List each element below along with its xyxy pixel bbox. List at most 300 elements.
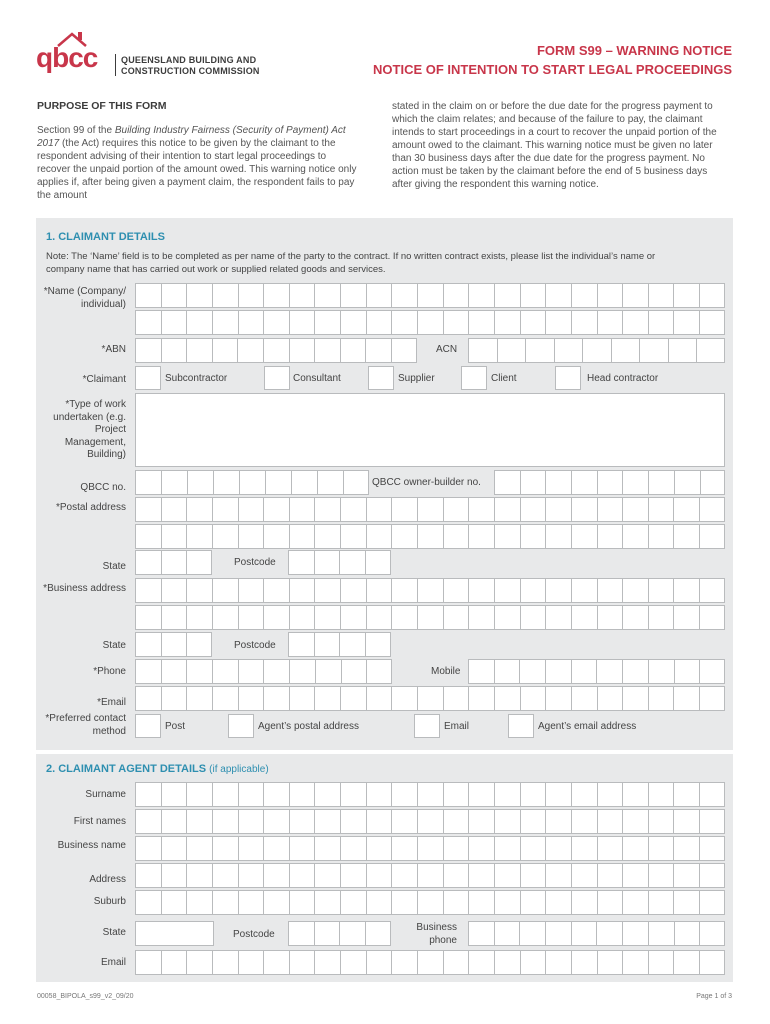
char-cell[interactable]: [238, 836, 264, 861]
char-cell[interactable]: [391, 863, 417, 888]
char-cell[interactable]: [417, 950, 443, 975]
char-cell[interactable]: [622, 497, 648, 522]
char-cell[interactable]: [314, 863, 340, 888]
char-cell[interactable]: [417, 310, 443, 335]
char-cell[interactable]: [317, 470, 343, 495]
char-cell[interactable]: [135, 863, 161, 888]
char-cell[interactable]: [520, 605, 546, 630]
char-cell[interactable]: [443, 497, 469, 522]
char-cell[interactable]: [238, 578, 264, 603]
char-cell[interactable]: [340, 950, 366, 975]
char-cell[interactable]: [545, 524, 571, 549]
char-cell[interactable]: [314, 550, 340, 575]
char-cell[interactable]: [699, 782, 725, 807]
char-cell[interactable]: [699, 863, 725, 888]
char-cell[interactable]: [468, 524, 494, 549]
char-cell[interactable]: [597, 950, 623, 975]
char-cell[interactable]: [545, 605, 571, 630]
char-cell[interactable]: [443, 283, 469, 308]
char-cell[interactable]: [545, 283, 571, 308]
char-cell[interactable]: [520, 863, 546, 888]
char-cell[interactable]: [597, 524, 623, 549]
char-cell[interactable]: [699, 686, 725, 711]
char-cell[interactable]: [494, 659, 520, 684]
char-cell[interactable]: [289, 863, 315, 888]
char-cell[interactable]: [340, 686, 366, 711]
char-cell[interactable]: [135, 809, 161, 834]
char-cell[interactable]: [161, 782, 187, 807]
char-cell[interactable]: [212, 283, 238, 308]
char-cell[interactable]: [263, 890, 289, 915]
char-cell[interactable]: [238, 659, 264, 684]
char-cell[interactable]: [622, 524, 648, 549]
char-cell[interactable]: [622, 863, 648, 888]
char-cell[interactable]: [263, 524, 289, 549]
char-cell[interactable]: [417, 890, 443, 915]
char-cell[interactable]: [648, 890, 674, 915]
char-cell[interactable]: [494, 310, 520, 335]
char-cell[interactable]: [288, 632, 314, 657]
char-cell[interactable]: [494, 836, 520, 861]
client-checkbox[interactable]: [461, 366, 487, 390]
char-cell[interactable]: [674, 659, 700, 684]
char-cell[interactable]: [468, 782, 494, 807]
char-cell[interactable]: [468, 686, 494, 711]
char-cell[interactable]: [571, 809, 597, 834]
char-cell[interactable]: [135, 686, 161, 711]
char-cell[interactable]: [135, 310, 161, 335]
char-cell[interactable]: [238, 950, 264, 975]
char-cell[interactable]: [315, 659, 341, 684]
char-cell[interactable]: [289, 497, 315, 522]
char-cell[interactable]: [545, 659, 571, 684]
owner-builder-field[interactable]: [494, 470, 725, 495]
char-cell[interactable]: [622, 578, 648, 603]
char-cell[interactable]: [674, 470, 700, 495]
char-cell[interactable]: [417, 686, 443, 711]
char-cell[interactable]: [161, 809, 187, 834]
char-cell[interactable]: [161, 836, 187, 861]
char-cell[interactable]: [468, 809, 494, 834]
char-cell[interactable]: [648, 578, 674, 603]
char-cell[interactable]: [545, 921, 571, 946]
char-cell[interactable]: [186, 550, 212, 575]
agent-business-phone-field[interactable]: [468, 921, 725, 946]
char-cell[interactable]: [648, 524, 674, 549]
char-cell[interactable]: [289, 890, 315, 915]
char-cell[interactable]: [186, 632, 212, 657]
char-cell[interactable]: [263, 782, 289, 807]
char-cell[interactable]: [699, 921, 725, 946]
char-cell[interactable]: [391, 836, 417, 861]
char-cell[interactable]: [340, 809, 366, 834]
postal-address-row1[interactable]: [135, 497, 725, 522]
char-cell[interactable]: [443, 950, 469, 975]
char-cell[interactable]: [263, 497, 289, 522]
char-cell[interactable]: [340, 605, 366, 630]
char-cell[interactable]: [622, 605, 648, 630]
char-cell[interactable]: [212, 836, 238, 861]
char-cell[interactable]: [443, 524, 469, 549]
char-cell[interactable]: [545, 310, 571, 335]
char-cell[interactable]: [212, 686, 238, 711]
abn-field[interactable]: [135, 338, 417, 363]
char-cell[interactable]: [571, 524, 597, 549]
char-cell[interactable]: [622, 950, 648, 975]
subcontractor-checkbox[interactable]: [135, 366, 161, 390]
char-cell[interactable]: [648, 283, 674, 308]
char-cell[interactable]: [554, 338, 583, 363]
char-cell[interactable]: [212, 782, 238, 807]
char-cell[interactable]: [263, 809, 289, 834]
char-cell[interactable]: [289, 659, 315, 684]
char-cell[interactable]: [571, 890, 597, 915]
char-cell[interactable]: [571, 686, 597, 711]
char-cell[interactable]: [135, 550, 161, 575]
char-cell[interactable]: [597, 890, 623, 915]
char-cell[interactable]: [700, 470, 726, 495]
char-cell[interactable]: [161, 950, 187, 975]
supplier-checkbox[interactable]: [368, 366, 394, 390]
char-cell[interactable]: [545, 950, 571, 975]
char-cell[interactable]: [494, 950, 520, 975]
char-cell[interactable]: [545, 890, 571, 915]
char-cell[interactable]: [237, 338, 263, 363]
agent-surname-field[interactable]: [135, 782, 725, 807]
char-cell[interactable]: [135, 890, 161, 915]
char-cell[interactable]: [186, 578, 212, 603]
char-cell[interactable]: [135, 836, 161, 861]
char-cell[interactable]: [611, 338, 640, 363]
char-cell[interactable]: [597, 836, 623, 861]
char-cell[interactable]: [443, 310, 469, 335]
char-cell[interactable]: [366, 310, 392, 335]
char-cell[interactable]: [571, 578, 597, 603]
char-cell[interactable]: [443, 578, 469, 603]
char-cell[interactable]: [288, 921, 314, 946]
char-cell[interactable]: [468, 338, 497, 363]
char-cell[interactable]: [443, 836, 469, 861]
postal-postcode-field[interactable]: [288, 550, 391, 575]
char-cell[interactable]: [597, 497, 623, 522]
char-cell[interactable]: [161, 338, 187, 363]
char-cell[interactable]: [135, 605, 161, 630]
char-cell[interactable]: [699, 283, 725, 308]
char-cell[interactable]: [648, 605, 674, 630]
char-cell[interactable]: [186, 890, 212, 915]
char-cell[interactable]: [622, 283, 648, 308]
char-cell[interactable]: [366, 497, 392, 522]
char-cell[interactable]: [391, 605, 417, 630]
head-contractor-checkbox[interactable]: [555, 366, 581, 390]
char-cell[interactable]: [699, 578, 725, 603]
char-cell[interactable]: [648, 659, 674, 684]
char-cell[interactable]: [494, 605, 520, 630]
char-cell[interactable]: [212, 338, 238, 363]
char-cell[interactable]: [212, 950, 238, 975]
char-cell[interactable]: [571, 659, 597, 684]
char-cell[interactable]: [289, 578, 315, 603]
char-cell[interactable]: [571, 283, 597, 308]
char-cell[interactable]: [417, 809, 443, 834]
business-postcode-field[interactable]: [288, 632, 391, 657]
char-cell[interactable]: [314, 632, 340, 657]
char-cell[interactable]: [238, 809, 264, 834]
agent-first-names-field[interactable]: [135, 809, 725, 834]
char-cell[interactable]: [520, 310, 546, 335]
char-cell[interactable]: [391, 890, 417, 915]
char-cell[interactable]: [339, 632, 365, 657]
char-cell[interactable]: [186, 605, 212, 630]
char-cell[interactable]: [212, 524, 238, 549]
char-cell[interactable]: [468, 310, 494, 335]
char-cell[interactable]: [135, 338, 161, 363]
char-cell[interactable]: [622, 659, 648, 684]
char-cell[interactable]: [366, 524, 392, 549]
char-cell[interactable]: [314, 782, 340, 807]
phone-field[interactable]: [135, 659, 392, 684]
char-cell[interactable]: [238, 283, 264, 308]
char-cell[interactable]: [186, 338, 212, 363]
char-cell[interactable]: [339, 921, 365, 946]
char-cell[interactable]: [545, 863, 571, 888]
char-cell[interactable]: [571, 497, 597, 522]
agent-postcode-field[interactable]: [288, 921, 391, 946]
char-cell[interactable]: [366, 659, 392, 684]
char-cell[interactable]: [340, 524, 366, 549]
mobile-field[interactable]: [468, 659, 725, 684]
char-cell[interactable]: [340, 497, 366, 522]
char-cell[interactable]: [263, 605, 289, 630]
char-cell[interactable]: [366, 605, 392, 630]
char-cell[interactable]: [288, 550, 314, 575]
char-cell[interactable]: [161, 524, 187, 549]
char-cell[interactable]: [597, 578, 623, 603]
char-cell[interactable]: [597, 863, 623, 888]
char-cell[interactable]: [494, 809, 520, 834]
char-cell[interactable]: [263, 686, 289, 711]
char-cell[interactable]: [673, 605, 699, 630]
char-cell[interactable]: [135, 524, 161, 549]
char-cell[interactable]: [571, 310, 597, 335]
char-cell[interactable]: [699, 310, 725, 335]
char-cell[interactable]: [314, 605, 340, 630]
char-cell[interactable]: [366, 686, 392, 711]
consultant-checkbox[interactable]: [264, 366, 290, 390]
char-cell[interactable]: [648, 782, 674, 807]
char-cell[interactable]: [494, 283, 520, 308]
char-cell[interactable]: [161, 470, 187, 495]
char-cell[interactable]: [468, 497, 494, 522]
char-cell[interactable]: [417, 497, 443, 522]
char-cell[interactable]: [366, 578, 392, 603]
char-cell[interactable]: [314, 578, 340, 603]
char-cell[interactable]: [673, 524, 699, 549]
char-cell[interactable]: [238, 310, 264, 335]
char-cell[interactable]: [571, 605, 597, 630]
email-field[interactable]: [135, 686, 725, 711]
char-cell[interactable]: [468, 605, 494, 630]
char-cell[interactable]: [289, 605, 315, 630]
char-cell[interactable]: [597, 782, 623, 807]
char-cell[interactable]: [520, 890, 546, 915]
char-cell[interactable]: [673, 310, 699, 335]
char-cell[interactable]: [520, 470, 546, 495]
char-cell[interactable]: [674, 921, 700, 946]
char-cell[interactable]: [443, 605, 469, 630]
char-cell[interactable]: [289, 338, 315, 363]
char-cell[interactable]: [699, 836, 725, 861]
char-cell[interactable]: [443, 809, 469, 834]
char-cell[interactable]: [186, 782, 212, 807]
char-cell[interactable]: [468, 890, 494, 915]
char-cell[interactable]: [391, 283, 417, 308]
char-cell[interactable]: [340, 310, 366, 335]
char-cell[interactable]: [520, 524, 546, 549]
char-cell[interactable]: [571, 836, 597, 861]
char-cell[interactable]: [340, 836, 366, 861]
char-cell[interactable]: [673, 809, 699, 834]
char-cell[interactable]: [238, 782, 264, 807]
char-cell[interactable]: [417, 578, 443, 603]
char-cell[interactable]: [186, 659, 212, 684]
char-cell[interactable]: [668, 338, 697, 363]
char-cell[interactable]: [135, 283, 161, 308]
char-cell[interactable]: [289, 686, 315, 711]
char-cell[interactable]: [263, 659, 289, 684]
char-cell[interactable]: [622, 686, 648, 711]
char-cell[interactable]: [212, 659, 238, 684]
char-cell[interactable]: [520, 782, 546, 807]
char-cell[interactable]: [639, 338, 668, 363]
char-cell[interactable]: [443, 782, 469, 807]
char-cell[interactable]: [314, 310, 340, 335]
agent-email-checkbox[interactable]: [508, 714, 534, 738]
char-cell[interactable]: [238, 524, 264, 549]
char-cell[interactable]: [673, 950, 699, 975]
char-cell[interactable]: [391, 950, 417, 975]
acn-field[interactable]: [468, 338, 725, 363]
char-cell[interactable]: [186, 950, 212, 975]
char-cell[interactable]: [673, 686, 699, 711]
char-cell[interactable]: [520, 836, 546, 861]
name-field-row2[interactable]: [135, 310, 725, 335]
char-cell[interactable]: [545, 497, 571, 522]
char-cell[interactable]: [648, 836, 674, 861]
char-cell[interactable]: [135, 782, 161, 807]
char-cell[interactable]: [673, 836, 699, 861]
business-address-row1[interactable]: [135, 578, 725, 603]
char-cell[interactable]: [391, 338, 417, 363]
char-cell[interactable]: [597, 605, 623, 630]
char-cell[interactable]: [186, 283, 212, 308]
char-cell[interactable]: [263, 578, 289, 603]
business-address-row2[interactable]: [135, 605, 725, 630]
char-cell[interactable]: [494, 863, 520, 888]
char-cell[interactable]: [673, 283, 699, 308]
char-cell[interactable]: [622, 921, 648, 946]
char-cell[interactable]: [366, 890, 392, 915]
char-cell[interactable]: [545, 809, 571, 834]
char-cell[interactable]: [186, 524, 212, 549]
char-cell[interactable]: [622, 836, 648, 861]
char-cell[interactable]: [161, 890, 187, 915]
char-cell[interactable]: [648, 470, 674, 495]
char-cell[interactable]: [417, 836, 443, 861]
char-cell[interactable]: [519, 921, 545, 946]
char-cell[interactable]: [265, 470, 291, 495]
char-cell[interactable]: [596, 921, 622, 946]
char-cell[interactable]: [468, 659, 494, 684]
char-cell[interactable]: [135, 950, 161, 975]
char-cell[interactable]: [673, 890, 699, 915]
char-cell[interactable]: [212, 863, 238, 888]
char-cell[interactable]: [699, 497, 725, 522]
char-cell[interactable]: [545, 686, 571, 711]
char-cell[interactable]: [263, 310, 289, 335]
char-cell[interactable]: [597, 686, 623, 711]
char-cell[interactable]: [545, 470, 571, 495]
char-cell[interactable]: [497, 338, 526, 363]
agent-business-name-row2[interactable]: [135, 863, 725, 888]
char-cell[interactable]: [571, 950, 597, 975]
char-cell[interactable]: [596, 659, 622, 684]
postal-state-field[interactable]: [135, 550, 212, 575]
char-cell[interactable]: [520, 809, 546, 834]
char-cell[interactable]: [238, 686, 264, 711]
char-cell[interactable]: [391, 310, 417, 335]
char-cell[interactable]: [494, 890, 520, 915]
char-cell[interactable]: [622, 809, 648, 834]
char-cell[interactable]: [186, 809, 212, 834]
post-checkbox[interactable]: [135, 714, 161, 738]
char-cell[interactable]: [622, 310, 648, 335]
char-cell[interactable]: [391, 578, 417, 603]
char-cell[interactable]: [622, 782, 648, 807]
char-cell[interactable]: [494, 578, 520, 603]
char-cell[interactable]: [525, 338, 554, 363]
char-cell[interactable]: [289, 950, 315, 975]
char-cell[interactable]: [520, 578, 546, 603]
char-cell[interactable]: [365, 921, 391, 946]
email-contact-checkbox[interactable]: [414, 714, 440, 738]
char-cell[interactable]: [597, 283, 623, 308]
char-cell[interactable]: [622, 470, 648, 495]
char-cell[interactable]: [212, 809, 238, 834]
char-cell[interactable]: [468, 283, 494, 308]
char-cell[interactable]: [161, 605, 187, 630]
char-cell[interactable]: [238, 863, 264, 888]
char-cell[interactable]: [212, 310, 238, 335]
char-cell[interactable]: [545, 578, 571, 603]
char-cell[interactable]: [520, 497, 546, 522]
char-cell[interactable]: [314, 921, 340, 946]
char-cell[interactable]: [365, 338, 391, 363]
char-cell[interactable]: [520, 283, 546, 308]
char-cell[interactable]: [366, 809, 392, 834]
char-cell[interactable]: [494, 686, 520, 711]
char-cell[interactable]: [417, 863, 443, 888]
char-cell[interactable]: [212, 890, 238, 915]
char-cell[interactable]: [186, 497, 212, 522]
char-cell[interactable]: [339, 550, 365, 575]
char-cell[interactable]: [238, 605, 264, 630]
char-cell[interactable]: [520, 686, 546, 711]
char-cell[interactable]: [699, 605, 725, 630]
char-cell[interactable]: [468, 921, 494, 946]
char-cell[interactable]: [443, 863, 469, 888]
char-cell[interactable]: [186, 863, 212, 888]
